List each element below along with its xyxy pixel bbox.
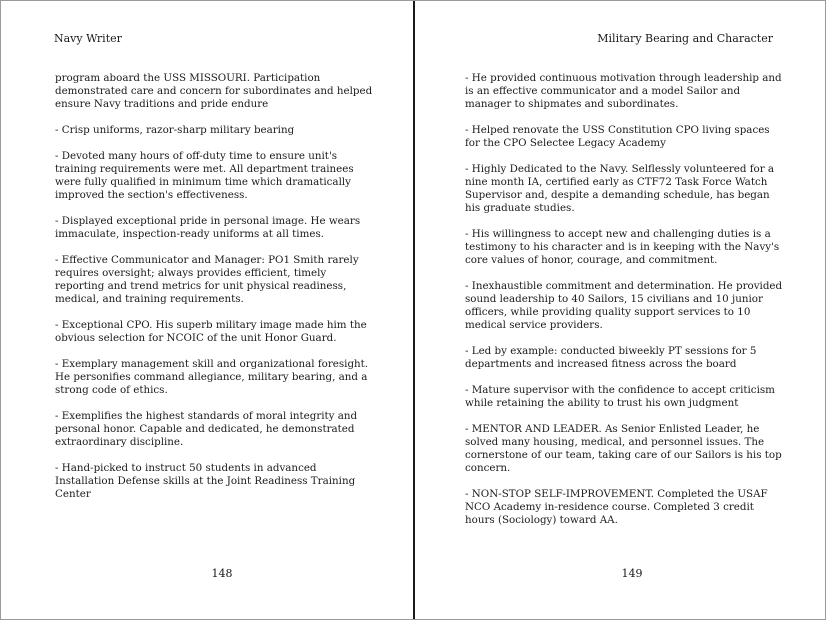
running-head-right: Military Bearing and Character (597, 32, 773, 45)
page-number-right: 149 (621, 567, 643, 580)
paragraph: - Highly Dedicated to the Navy. Selflessly volunteered for a nine month IA, certified early as CTF72 Task Force Watch Supervisor and, despite a demanding schedule, has began his graduate studies. (465, 163, 775, 214)
left-page-body (55, 72, 373, 514)
page-number-left: 148 (211, 567, 233, 580)
paragraph: - Displayed exceptional pride in personal image. He wears immaculate, inspection-ready uniforms at all times. (55, 215, 361, 240)
paragraph: - His willingness to accept new and challenging duties is a testimony to his character and is in keeping with the Navy's core values of honor, courage, and commitment. (465, 228, 780, 266)
right-page (415, 1, 825, 619)
paragraph: - Devoted many hours of off-duty time to ensure unit's training requirements were met. All department trainees were fully qualified in minimum time which dramatically improved the section's effectiveness. (55, 150, 354, 201)
paragraph: program aboard the USS MISSOURI. Participation demonstrated care and concern for subordinates and helped ensure Navy traditions and pride endure (55, 72, 373, 110)
left-page (1, 1, 413, 619)
paragraph: - Exemplary management skill and organizational foresight. He personifies command allegiance, military bearing, and a strong code of ethics. (55, 358, 369, 396)
running-head-left: Navy Writer (54, 32, 122, 45)
paragraph: - Crisp uniforms, razor-sharp military bearing (55, 124, 295, 136)
paragraph: - He provided continuous motivation through leadership and is an effective communicator and a model Sailor and manager to shipmates and subordinates. (465, 72, 782, 110)
paragraph: - Inexhaustible commitment and determination. He provided sound leadership to 40 Sailors, 15 civilians and 10 junior officers, while providing quality support services to 10 medical service providers. (465, 280, 783, 331)
paragraph: - Effective Communicator and Manager: PO1 Smith rarely requires oversight; always provides efficient, timely reporting and trend metrics for unit physical readiness, medical, and training requirements. (55, 254, 359, 305)
paragraph: - NON-STOP SELF-IMPROVEMENT. Completed the USAF NCO Academy in-residence course. Completed 3 credit hours (Sociology) toward AA. (465, 488, 768, 526)
paragraph: - Helped renovate the USS Constitution CPO living spaces for the CPO Selectee Legacy Academy (465, 124, 770, 149)
paragraph: - Hand-picked to instruct 50 students in advanced Installation Defense skills at the Joint Readiness Training Center (55, 462, 356, 500)
paragraph: - Mature supervisor with the confidence to accept criticism while retaining the ability to trust his own judgment (465, 384, 775, 409)
paragraph: - Led by example: conducted biweekly PT sessions for 5 departments and increased fitness across the board (465, 345, 757, 370)
paragraph: - Exemplifies the highest standards of moral integrity and personal honor. Capable and dedicated, he demonstrated extraordinary discipline. (55, 410, 358, 448)
right-page-body (465, 72, 785, 540)
paragraph: - MENTOR AND LEADER. As Senior Enlisted Leader, he solved many housing, medical, and personnel issues. The cornerstone of our team, taking care of our Sailors is his top concern. (465, 423, 782, 474)
paragraph: - Exceptional CPO. His superb military image made him the obvious selection for NCOIC of the unit Honor Guard. (55, 319, 367, 344)
